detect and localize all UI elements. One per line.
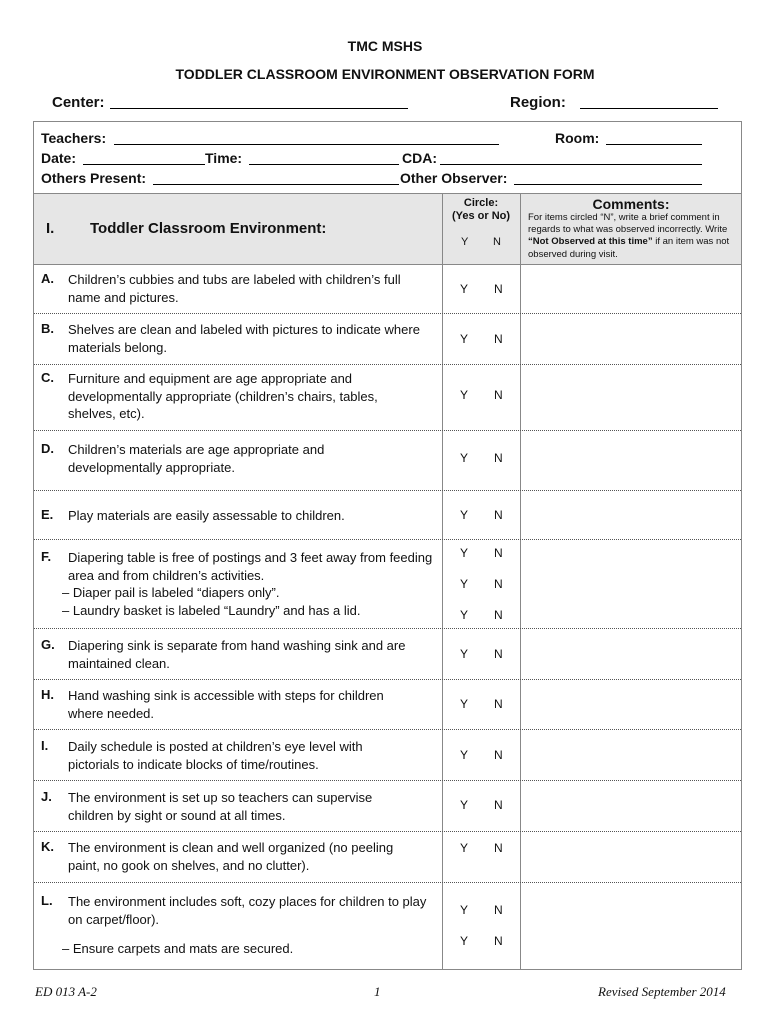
item-letter: K. (41, 839, 54, 854)
row-separator (34, 628, 741, 629)
org-name: TMC MSHS (347, 38, 423, 54)
row-separator (34, 679, 741, 680)
item-letter: I. (41, 738, 49, 753)
form-title: TODDLER CLASSROOM ENVIRONMENT OBSERVATION FORM (175, 66, 595, 82)
others-present-field[interactable] (153, 184, 399, 185)
form-code: ED 013 A-2 (35, 984, 97, 999)
sub-item: – Diaper pail is labeled “diapers only”. (62, 585, 280, 600)
item-letter: F. (41, 549, 52, 564)
answer-y[interactable]: Y (460, 748, 469, 762)
row-separator (34, 780, 741, 781)
answer-y[interactable]: Y (460, 798, 469, 812)
yes-no-label: (Yes or No) (451, 210, 511, 222)
answer-y[interactable]: Y (460, 451, 469, 465)
answer-y[interactable]: Y (460, 332, 469, 346)
other-observer-field[interactable] (514, 184, 702, 185)
header-y: Y (461, 236, 469, 248)
date-label: Date: (41, 150, 77, 166)
item-text: Shelves are clean and labeled with pictures to indicate where materials belong. (68, 322, 420, 355)
answer-y[interactable]: Y (460, 577, 469, 591)
answer-y[interactable]: Y (460, 508, 469, 522)
others-present-label: Others Present: (41, 170, 147, 186)
section-number: I. (46, 220, 55, 237)
room-label: Room: (555, 130, 600, 146)
teachers-field[interactable] (114, 144, 499, 145)
answer-y[interactable]: Y (460, 546, 469, 560)
sub-item: – Ensure carpets and mats are secured. (62, 941, 294, 956)
item-text: Furniture and equipment are age appropriate and developmentally appropriate (children’s chairs, tables, shelves, etc). (68, 371, 378, 421)
page-number: 1 (374, 984, 381, 999)
center-field[interactable] (110, 108, 408, 109)
item-letter: D. (41, 441, 54, 456)
revised-date: Revised September 2014 (598, 984, 726, 999)
item-text: Hand washing sink is accessible with steps for children where needed. (68, 688, 384, 721)
answer-n[interactable]: N (494, 608, 503, 622)
row-separator (34, 882, 741, 883)
comments-help-prefix: Write (705, 224, 728, 236)
answer-n[interactable]: N (494, 388, 503, 402)
region-label: Region: (510, 94, 566, 111)
row-separator (34, 539, 741, 540)
item-text: The environment is set up so teachers can supervise children by sight or sound at all times. (68, 790, 373, 823)
answer-y[interactable]: Y (460, 282, 469, 296)
row-separator (34, 364, 741, 365)
comments-title: Comments: (592, 196, 670, 212)
item-letter: G. (41, 637, 55, 652)
date-field[interactable] (83, 164, 205, 165)
header-n: N (493, 236, 501, 248)
item-text: Play materials are easily assessable to children. (68, 508, 345, 523)
answer-y[interactable]: Y (460, 647, 469, 661)
circle-label: Circle: (463, 197, 499, 209)
answer-n[interactable]: N (494, 546, 503, 560)
item-text: The environment is clean and well organized (no peeling paint, no gook on shelves, and no clutter). (68, 840, 394, 873)
answer-n[interactable]: N (494, 282, 503, 296)
item-letter: B. (41, 321, 54, 336)
answer-y[interactable]: Y (460, 388, 469, 402)
answer-n[interactable]: N (494, 332, 503, 346)
item-letter: H. (41, 687, 54, 702)
row-separator (34, 831, 741, 832)
item-text: Children’s materials are age appropriate and developmentally appropriate. (68, 442, 325, 475)
sub-item: – Laundry basket is labeled “Laundry” and has a lid. (62, 603, 361, 618)
answer-n[interactable]: N (494, 451, 503, 465)
answer-n[interactable]: N (494, 577, 503, 591)
row-separator (34, 729, 741, 730)
item-letter: J. (41, 789, 52, 804)
answer-n[interactable]: N (494, 934, 503, 948)
table-header-bottom (33, 264, 742, 265)
comments-help-bold: “Not Observed at this time” (528, 236, 653, 248)
time-label: Time: (205, 150, 243, 166)
answer-y[interactable]: Y (460, 934, 469, 948)
section-title: Toddler Classroom Environment: (90, 220, 327, 237)
answer-n[interactable]: N (494, 748, 503, 762)
comments-help-suffix: if an item was not observed during visit. (528, 236, 730, 260)
other-observer-label: Other Observer: (400, 170, 508, 186)
cda-label: CDA: (402, 150, 437, 166)
comments-help (528, 212, 740, 261)
item-text: Diapering sink is separate from hand washing sink and are maintained clean. (68, 638, 406, 671)
item-letter: C. (41, 370, 54, 385)
answer-n[interactable]: N (494, 798, 503, 812)
room-field[interactable] (606, 144, 702, 145)
region-field[interactable] (580, 108, 718, 109)
item-letter: E. (41, 507, 54, 522)
answer-n[interactable]: N (494, 903, 503, 917)
answer-n[interactable]: N (494, 647, 503, 661)
row-separator (34, 490, 741, 491)
item-letter: L. (41, 893, 53, 908)
column-divider-1 (442, 193, 443, 969)
item-text: Daily schedule is posted at children’s eye level with pictorials to indicate blocks of time/routines. (68, 739, 363, 772)
time-field[interactable] (249, 164, 399, 165)
answer-n[interactable]: N (494, 697, 503, 711)
row-separator (34, 430, 741, 431)
cda-field[interactable] (440, 164, 702, 165)
item-letter: A. (41, 271, 54, 286)
answer-y[interactable]: Y (460, 608, 469, 622)
center-label: Center: (52, 94, 105, 111)
row-separator (34, 313, 741, 314)
answer-y[interactable]: Y (460, 697, 469, 711)
item-text: Children’s cubbies and tubs are labeled with children’s full name and pictures. (68, 272, 401, 305)
teachers-label: Teachers: (41, 130, 107, 146)
comments-help-line-1: For items circled “N”, write a brief comment in regards to what was observed incorrectly. (528, 212, 720, 236)
column-divider-2 (520, 193, 521, 969)
answer-n[interactable]: N (494, 841, 503, 855)
answer-y[interactable]: Y (460, 841, 469, 855)
item-text: Diapering table is free of postings and 3 feet away from feeding area and from children’s activities. (68, 550, 433, 583)
answer-n[interactable]: N (494, 508, 503, 522)
answer-y[interactable]: Y (460, 903, 469, 917)
item-text: The environment includes soft, cozy places for children to play on carpet/floor). (68, 894, 427, 927)
